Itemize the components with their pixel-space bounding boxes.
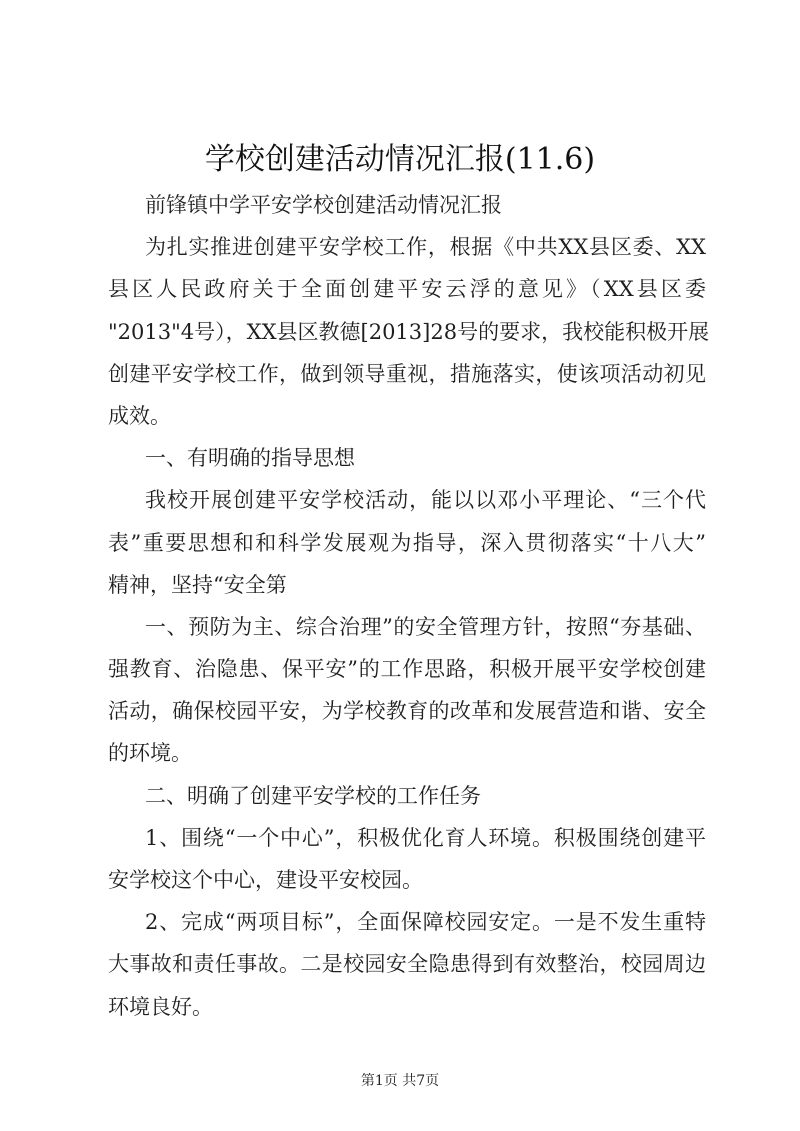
text-line: 2、完成“两项目标”，全面保障校园安定。一是不发生重特 <box>145 910 706 935</box>
text-line: 二、明确了创建平安学校的工作任务 <box>145 783 481 808</box>
paragraph <box>108 184 706 226</box>
paragraph <box>108 606 706 775</box>
paragraph <box>108 817 706 901</box>
text-line: 环境良好。 <box>108 994 213 1019</box>
text-line: 的环境。 <box>108 741 192 766</box>
paragraph <box>108 775 706 817</box>
text-line: "2013"4号），XX县区教德[2013]28号的要求，我校能积极开展 <box>108 319 710 344</box>
text-line: 我校开展创建平安学校活动，能以以邓小平理论、“三个代 <box>145 488 706 513</box>
document-title: 学校创建活动情况汇报(11.6) <box>204 142 596 177</box>
text-line: 一、预防为主、综合治理”的安全管理方针，按照“夯基础、 <box>145 614 706 639</box>
text-line: 精神，坚持“安全第 <box>108 572 287 597</box>
page-footer: 第1页 共7页 <box>360 1073 440 1089</box>
text-line: 为扎实推进创建平安学校工作，根据《中共XX县区委、XX <box>145 235 706 260</box>
text-line: 成效。 <box>108 403 171 428</box>
text-line: 表”重要思想和和科学发展观为指导，深入贯彻落实“十八大” <box>108 530 706 555</box>
text-line: 一、有明确的指导思想 <box>145 446 355 471</box>
text-line: 创建平安学校工作，做到领导重视，措施落实，使该项活动初见 <box>108 361 706 386</box>
paragraph <box>108 226 710 437</box>
document-body <box>108 184 710 1028</box>
text-line: 县区人民政府关于全面创建平安云浮的意见》（XX县区委 <box>108 277 706 302</box>
paragraph <box>108 437 706 479</box>
text-line: 1、围绕“一个中心”，积极优化育人环境。积极围绕创建平 <box>145 825 706 850</box>
paragraph <box>108 479 706 606</box>
text-line: 活动，确保校园平安，为学校教育的改革和发展营造和谐、安全 <box>108 699 706 724</box>
text-line: 大事故和责任事故。二是校园安全隐患得到有效整治，校园周边 <box>108 952 706 977</box>
text-line: 安学校这个中心，建设平安校园。 <box>108 868 423 892</box>
text-line: 前锋镇中学平安学校创建活动情况汇报 <box>145 193 502 217</box>
paragraph <box>108 901 706 1028</box>
text-line: 强教育、治隐患、保平安”的工作思路，积极开展平安学校创建 <box>108 657 706 682</box>
